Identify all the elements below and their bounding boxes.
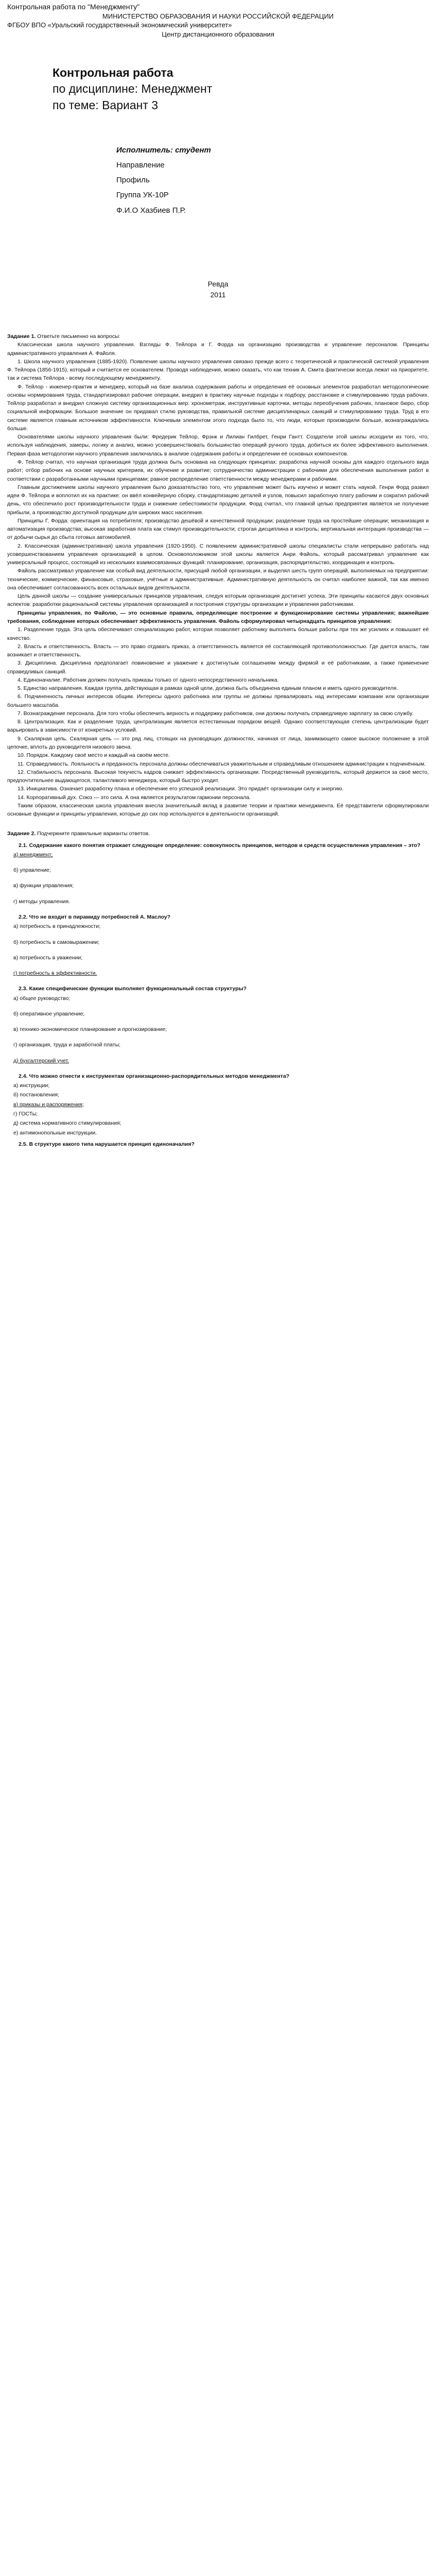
answer-option-correct: в) приказы и распоряжения; bbox=[13, 1101, 84, 1108]
task-1-paragraph: Ф. Тейлор - инженер-практик и менеджер, который на базе анализа содержания работы и определения её основных элементов разработал методологические основы нормирования труда, стандартизировал рабочие операции, внедрил в практику научные подходы к подбору, расстановке и стимулированию труда рабочих. Тейлор разработал и внедрил сложную систему организационных мер: хронометраж, инструктивные карточки, методы переобучения рабочих, плановое бюро, сбор социальной информации. Большое значение он придавал стилю руководства, правильной системе дисциплинарных санкций и стимулированию труда. Труд в его системе является главным источником эффективности. Ключевым элементом этого подхода было то, что люди, которые производили больше, вознаграждались больше. bbox=[7, 383, 429, 432]
question bbox=[7, 841, 429, 850]
year: 2011 bbox=[210, 290, 226, 299]
university-line: ФГБОУ ВПО «Уральский государственный экономический университет» bbox=[7, 21, 232, 29]
task-1-paragraph: Основателями школы научного управления были: Фредерик Тейлор, Фрэнк и Лилиан Гилбрет, Генри Гантт. Создатели этой школы исходили из того, что, используя наблюдения, замеры, логику и анализ, можно усовершенствовать большинство операций ручного труда, добиться их более эффективного выполнения. Первая фаза методологии научного управления заключалась в анализе содержания работы и определении её основных компонентов. bbox=[7, 434, 429, 457]
executor-block bbox=[7, 143, 429, 218]
task-2-title-text: Подчеркните правильные варианты ответов. bbox=[36, 831, 150, 837]
city: Ревда bbox=[207, 279, 229, 288]
document-header bbox=[7, 2, 429, 39]
task-1-paragraph: Классическая школа научного управления. Взгляды Ф. Тейлора и Г. Форда на организацию производства и управление персоналом. Принципы административного управления А. Файоля. bbox=[7, 342, 429, 357]
center-line: Центр дистанционного образования bbox=[162, 30, 274, 38]
discipline-line: по дисциплине: Менеджмент bbox=[53, 82, 213, 96]
document-header-title: Контрольная работа по "Менеджменту" bbox=[7, 3, 140, 11]
executor-heading: Исполнитель: студент bbox=[116, 145, 211, 155]
task-1-paragraph: Ф. Тейлор считал, что научная организация труда должна быть основана на следующих принципах: разработка научной основы для каждого отдельного вида работ; отбор рабочих на основе научных критериев, их обучение и развитие; сотрудничество администрации с рабочими для обеспечения выполнения работ в соответствии с разработанными научными принципами; равное распределение ответственности между менеджерами и рабочими. bbox=[7, 459, 429, 482]
answer-option: б) потребность в самовыражении; bbox=[13, 939, 99, 945]
title-block bbox=[7, 65, 429, 114]
work-title: Контрольная работа bbox=[53, 65, 173, 79]
task-1-title bbox=[7, 332, 429, 341]
task-2-label: Задание 2. bbox=[7, 831, 36, 837]
task-1-paragraph: 4. Единоначалие. Работник должен получать приказы только от одного непосредственного начальника. bbox=[18, 676, 279, 683]
task-2 bbox=[7, 829, 429, 1148]
question-text: Что не входит в пирамиду потребностей А. Маслоу? bbox=[29, 913, 171, 920]
task-1-paragraph: 10. Порядок. Каждому своё место и каждый на своём месте. bbox=[18, 752, 170, 759]
question bbox=[7, 913, 429, 921]
task-1-label: Задание 1. bbox=[7, 333, 36, 340]
task-1-paragraph: 3. Дисциплина. Дисциплина предполагает повиновение и уважение к достигнутым соглашениям между фирмой и её работниками, а также применение справедливых санкций. bbox=[7, 660, 429, 675]
task-1-paragraph: 11. Справедливость. Лояльность и преданность персонала должны обеспечиваться уважительным и справедливым отношением администрации к подчинённым. bbox=[18, 760, 426, 767]
question-number: 2.3. bbox=[19, 986, 28, 992]
question-number: 2.5. bbox=[19, 1141, 28, 1147]
answer-option: б) оперативное управление; bbox=[13, 1010, 85, 1017]
answer-option: е) антимонопольные инструкции. bbox=[13, 1129, 97, 1136]
task-1-paragraph: 7. Вознаграждение персонала. Для того чтобы обеспечить верность и поддержку работников, они должны получать справедливую зарплату за свою службу. bbox=[18, 710, 413, 717]
task-1-paragraph: 12. Стабильность персонала. Высокая текучесть кадров снижает эффективность организации. Посредственный руководитель, который держится за своё место, предпочтительнее выдающегося, талантливого менеджера, который быстро уходит. bbox=[7, 769, 429, 784]
answer-option: в) технико-экономическое планирование и прогнозирование; bbox=[13, 1026, 167, 1033]
task-1-paragraph: 8. Централизация. Как и разделение труда, централизация является естественным порядком вещей. Однако соответствующая степень централизации будет варьировать в зависимости от конкретных условий. bbox=[7, 719, 429, 734]
answer-option: в) функции управления; bbox=[13, 883, 74, 889]
task-2-title bbox=[7, 829, 429, 838]
task-1 bbox=[7, 332, 429, 818]
task-1-paragraph: 13. Инициатива. Означает разработку плана и обеспечение его успешной реализации. Это придаёт организации силу и энергию. bbox=[18, 786, 344, 792]
answer-option: б) управление; bbox=[13, 867, 51, 874]
task-1-paragraph: Главным достижением школы научного управления было доказательство того, что управление может быть изучено и может стать наукой. Генри Форд развил идеи Ф. Тейлора и воплотил их на практике: он ввёл конвейерную сборку, стандартизацию деталей и узлов, повысил заработную плату рабочим и сократил рабочий день, что обеспечило рост производительности труда и снижение себестоимости продукции. Форд считал, что главной целью предприятия является не получение прибыли, а производство доступной продукции для широких масс населения. bbox=[7, 484, 429, 516]
task-1-paragraph: 1. Школа научного управления (1885-1920). Появление школы научного управления связано прежде всего с теоретической и практической системой управления Ф. Тейлора (1856-1915), который и считается ее основателем. Проводя наблюдения, можно сказать, что как техник А. Смита фактически всегда лежат на приоритете, так и система Тейлора - всему последующему менеджменту. bbox=[7, 358, 429, 382]
question-text: Содержание какого понятия отражает следующее определение: совокупность принципов, методов и средств осуществления управления – это? bbox=[29, 842, 421, 849]
answer-option: а) общее руководство; bbox=[13, 995, 71, 1002]
answer-option: в) потребность в уважении; bbox=[13, 954, 83, 961]
task-1-paragraph: Принципы управления, по Файолю, — это основные правила, определяющие построение и функционирование системы управления; важнейшие требования, соблюдение которых обеспечивает эффективность управления. Файоль сформулировал четырнадцать принципов управления: bbox=[7, 609, 429, 625]
answer-option: г) ГОСТы; bbox=[13, 1110, 38, 1117]
answer-option: г) методы управления. bbox=[13, 898, 71, 905]
executor-group: Группа УК-10Р bbox=[116, 191, 169, 200]
question-number: 2.1. bbox=[19, 842, 28, 849]
ministry-line: МИНИСТЕРСТВО ОБРАЗОВАНИЯ И НАУКИ РОССИЙСКОЙ ФЕДЕРАЦИИ bbox=[102, 12, 334, 20]
task-1-paragraph: 5. Единство направления. Каждая группа, действующая в рамках одной цели, должна быть объединена единым планом и иметь одного руководителя. bbox=[18, 685, 398, 692]
answer-option: б) постановления; bbox=[13, 1092, 59, 1098]
question bbox=[7, 1140, 429, 1148]
answer-option: а) потребность в принадлежности; bbox=[13, 923, 101, 930]
answer-option-correct: д) бухгалтерский учет. bbox=[13, 1057, 69, 1064]
task-1-paragraph: 6. Подчиненность личных интересов общим. Интересы одного работника или группы не должны превалировать над интересами компании или организации большего масштаба. bbox=[7, 693, 429, 708]
task-2-body bbox=[7, 841, 429, 1148]
task-1-paragraph: Принципы Г. Форда: ориентация на потребителя; производство дешёвой и качественной продукции; разделение труда на простейшие операции; механизация и автоматизация производства; высокая заработная плата как стимул производительности; строгая дисциплина и контроль; вертикальная интеграция производства — от добычи сырья до сбыта готовых автомобилей. bbox=[7, 517, 429, 541]
question-text: Какие специфические функции выполняет функциональный состав структуры? bbox=[29, 986, 247, 992]
answer-option-correct: а) менеджмент; bbox=[13, 851, 53, 858]
answer-option: д) система нормативного стимулирования; bbox=[13, 1120, 121, 1127]
question-number: 2.2. bbox=[19, 913, 28, 920]
task-1-paragraph: Таким образом, классическая школа управления внесла значительный вклад в развитие теории и практики менеджмента. Её представители сформулировали основные функции и принципы управления, которые до сих пор используются в деятельности организаций. bbox=[7, 802, 429, 818]
question bbox=[7, 1072, 429, 1080]
executor-profile: Профиль bbox=[116, 176, 150, 185]
question bbox=[7, 985, 429, 993]
executor-name: Ф.И.О Хазбиев П.Р. bbox=[116, 206, 186, 215]
place-year-block bbox=[7, 279, 429, 300]
task-1-paragraph: 2. Классическая (административная) школа управления (1920-1950). С появлением административной школы специалисты стали непрерывно работать над усовершенствованием управления организацией в целом. Основоположником этой школы является Анри Файоль, который рассматривал управление как универсальный процесс, состоящий из нескольких взаимосвязанных функций: планирование, организация, распорядительство, координация и контроль. bbox=[7, 543, 429, 566]
question-text: В структуре какого типа нарушается принцип единоначалия? bbox=[29, 1141, 195, 1147]
task-1-paragraph: 9. Скалярная цепь. Скалярная цепь — это ряд лиц, стоящих на руководящих должностях, начиная от лица, занимающего самое высокое положение в этой цепочке, вплоть до руководителя низового звена. bbox=[7, 735, 429, 750]
answer-option: а) инструкции; bbox=[13, 1082, 50, 1089]
question-number: 2.4. bbox=[19, 1073, 28, 1079]
task-1-paragraph: 1. Разделение труда. Эта цель обеспечивает специализацию работ, которая позволяет работнику выполнять больше работы при тех же усилиях и повышает её качество. bbox=[7, 626, 429, 641]
answer-option-correct: г) потребность в эффективности. bbox=[13, 970, 97, 977]
document bbox=[0, 0, 436, 1148]
task-1-paragraph: 2. Власть и ответственность. Власть — это право отдавать приказ, а ответственность является её составляющей противоположностью. Где дается власть, там возникает и ответственность. bbox=[7, 643, 429, 658]
question-text: Что можно отнести к инструментам организационно-распорядительных методов менеджмента? bbox=[29, 1073, 290, 1079]
task-1-body bbox=[7, 341, 429, 818]
task-1-paragraph: 14. Корпоративный дух. Союз — это сила. А она является результатом гармонии персонала. bbox=[18, 794, 251, 801]
executor-direction: Направление bbox=[116, 160, 165, 170]
task-1-title-text: Ответьте письменно на вопросы: bbox=[36, 333, 120, 340]
task-1-paragraph: Файоль рассматривал управление как особый вид деятельности, присущий любой организации, и выделял шесть групп операций, выполняемых на предприятии: технические, коммерческие, финансовые, страховые, учётные и административные. Административную деятельность он считал наиболее важной, так как именно она обеспечивает согласованность всех остальных видов деятельности. bbox=[7, 568, 429, 591]
answer-option: г) организация, труда и заработной платы; bbox=[13, 1042, 121, 1048]
topic-line: по теме: Вариант 3 bbox=[53, 98, 159, 112]
task-1-paragraph: Цель данной школы — создание универсальных принципов управления, следуя которым организация достигнет успеха. Эти принципы касаются двух основных аспектов: разработки рациональной системы управления организацией и построения структуры организации и управления работниками. bbox=[7, 593, 429, 608]
